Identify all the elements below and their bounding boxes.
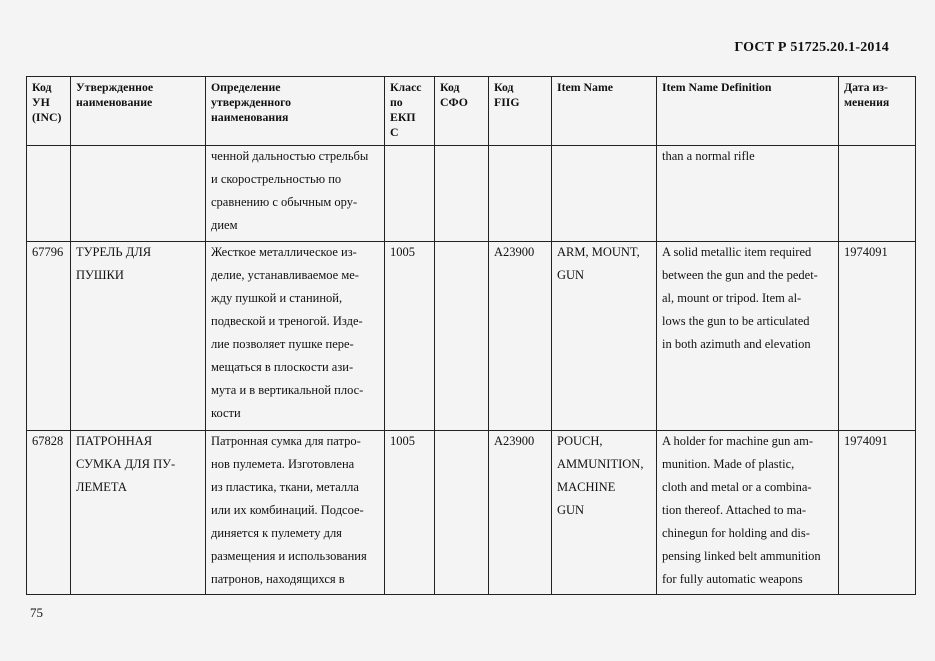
header-line: Код bbox=[440, 80, 460, 94]
header-line: Код bbox=[32, 80, 52, 94]
cell-sfo bbox=[435, 242, 489, 431]
cell-line: размещения и использования bbox=[211, 549, 367, 563]
cell-line: ЛЕМЕТА bbox=[76, 480, 127, 494]
cell-line: chinegun for holding and dis- bbox=[662, 526, 810, 540]
header-line: Класс bbox=[390, 80, 422, 94]
cell-line: between the gun and the pedet- bbox=[662, 268, 818, 282]
cell-line: pensing linked belt ammunition bbox=[662, 549, 821, 563]
cell-line: из пластика, ткани, металла bbox=[211, 480, 359, 494]
cell-line: A23900 bbox=[494, 434, 535, 448]
cell-definition bbox=[206, 242, 385, 431]
cell-line: ПУШКИ bbox=[76, 268, 124, 282]
cell-line: ченной дальностью стрельбы bbox=[211, 149, 369, 163]
cell-line: lows the gun to be articulated bbox=[662, 314, 810, 328]
document-standard-header: ГОСТ Р 51725.20.1-2014 bbox=[734, 40, 889, 55]
cell-line: GUN bbox=[557, 268, 585, 282]
cell-class bbox=[385, 242, 435, 431]
header-line: С bbox=[390, 125, 399, 139]
cell-line: AMMUNITION, bbox=[557, 457, 644, 471]
cell-line: ARM, MOUNT, bbox=[557, 245, 640, 259]
cell-inc bbox=[27, 242, 71, 431]
cell-name bbox=[71, 242, 206, 431]
table-header-row bbox=[27, 77, 916, 146]
header-line: Дата из- bbox=[844, 80, 888, 94]
cell-line: делие, устанавливаемое ме- bbox=[211, 268, 359, 282]
cell-item-name bbox=[552, 146, 657, 242]
classification-table bbox=[26, 76, 916, 595]
cell-line: дием bbox=[211, 218, 238, 232]
header-line: наименования bbox=[211, 110, 289, 124]
cell-line: for fully automatic weapons bbox=[662, 572, 803, 586]
header-line: FIIG bbox=[494, 95, 520, 109]
cell-line: или их комбинаций. Подсое- bbox=[211, 503, 364, 517]
cell-line: al, mount or tripod. Item al- bbox=[662, 291, 802, 305]
cell-definition bbox=[206, 146, 385, 242]
cell-line: 67796 bbox=[32, 245, 64, 259]
column-header-name bbox=[71, 77, 206, 146]
header-line: Item Name Definition bbox=[662, 80, 772, 94]
cell-name bbox=[71, 431, 206, 595]
header-line: утвержденного bbox=[211, 95, 292, 109]
cell-fiig bbox=[489, 146, 552, 242]
cell-line: GUN bbox=[557, 503, 585, 517]
column-header-inc bbox=[27, 77, 71, 146]
table-row bbox=[27, 242, 916, 431]
cell-change-date bbox=[839, 431, 916, 595]
cell-line: мута и в вертикальной плос- bbox=[211, 383, 364, 397]
page-number: 75 bbox=[30, 605, 43, 620]
cell-sfo bbox=[435, 431, 489, 595]
cell-line: ПАТРОННАЯ bbox=[76, 434, 153, 448]
table-body bbox=[27, 146, 916, 595]
header-line: по bbox=[390, 95, 403, 109]
cell-line: A holder for machine gun am- bbox=[662, 434, 813, 448]
column-header-sfo bbox=[435, 77, 489, 146]
cell-fiig bbox=[489, 431, 552, 595]
cell-line: патронов, находящихся в bbox=[211, 572, 345, 586]
cell-line: munition. Made of plastic, bbox=[662, 457, 795, 471]
cell-line: in both azimuth and elevation bbox=[662, 337, 811, 351]
header-line: (INC) bbox=[32, 110, 62, 124]
cell-line: нов пулемета. Изготовлена bbox=[211, 457, 355, 471]
cell-inc bbox=[27, 146, 71, 242]
table-row bbox=[27, 146, 916, 242]
cell-line: POUCH, bbox=[557, 434, 603, 448]
column-header-class bbox=[385, 77, 435, 146]
cell-line: кости bbox=[211, 406, 241, 420]
cell-fiig bbox=[489, 242, 552, 431]
cell-class bbox=[385, 146, 435, 242]
cell-item-definition bbox=[657, 146, 839, 242]
cell-line: MACHINE bbox=[557, 480, 616, 494]
cell-definition bbox=[206, 431, 385, 595]
cell-line: ТУРЕЛЬ ДЛЯ bbox=[76, 245, 152, 259]
cell-sfo bbox=[435, 146, 489, 242]
cell-line: лие позволяет пушке пере- bbox=[211, 337, 354, 351]
column-header-item-name bbox=[552, 77, 657, 146]
cell-line: 1005 bbox=[390, 245, 415, 259]
cell-line: подвеской и треногой. Изде- bbox=[211, 314, 363, 328]
cell-line: Патронная сумка для патро- bbox=[211, 434, 361, 448]
cell-line: жду пушкой и станиной, bbox=[211, 291, 343, 305]
column-header-definition bbox=[206, 77, 385, 146]
cell-item-name bbox=[552, 431, 657, 595]
header-line: Определение bbox=[211, 80, 281, 94]
header-line: УН bbox=[32, 95, 50, 109]
cell-line: мещаться в плоскости ази- bbox=[211, 360, 354, 374]
cell-item-definition bbox=[657, 431, 839, 595]
cell-line: A solid metallic item required bbox=[662, 245, 812, 259]
header-line: ЕКП bbox=[390, 110, 416, 124]
cell-line: tion thereof. Attached to ma- bbox=[662, 503, 807, 517]
cell-line: than a normal rifle bbox=[662, 149, 755, 163]
column-header-change-date bbox=[839, 77, 916, 146]
cell-inc bbox=[27, 431, 71, 595]
cell-line: СУМКА ДЛЯ ПУ- bbox=[76, 457, 176, 471]
cell-line: 1005 bbox=[390, 434, 415, 448]
cell-name bbox=[71, 146, 206, 242]
header-line: Item Name bbox=[557, 80, 614, 94]
cell-line: 1974091 bbox=[844, 245, 888, 259]
cell-change-date bbox=[839, 242, 916, 431]
cell-change-date bbox=[839, 146, 916, 242]
header-line: наименование bbox=[76, 95, 153, 109]
cell-line: и скорострельностью по bbox=[211, 172, 342, 186]
cell-line: cloth and metal or a combina- bbox=[662, 480, 812, 494]
header-line: менения bbox=[844, 95, 890, 109]
cell-line: 67828 bbox=[32, 434, 64, 448]
cell-line: Жесткое металлическое из- bbox=[211, 245, 357, 259]
table-row bbox=[27, 431, 916, 595]
cell-line: 1974091 bbox=[844, 434, 888, 448]
header-line: СФО bbox=[440, 95, 468, 109]
cell-line: A23900 bbox=[494, 245, 535, 259]
column-header-item-definition bbox=[657, 77, 839, 146]
cell-class bbox=[385, 431, 435, 595]
cell-line: сравнению с обычным ору- bbox=[211, 195, 358, 209]
header-line: Код bbox=[494, 80, 514, 94]
cell-item-definition bbox=[657, 242, 839, 431]
cell-item-name bbox=[552, 242, 657, 431]
header-line: Утвержденное bbox=[76, 80, 154, 94]
column-header-fiig bbox=[489, 77, 552, 146]
cell-line: диняется к пулемету для bbox=[211, 526, 342, 540]
